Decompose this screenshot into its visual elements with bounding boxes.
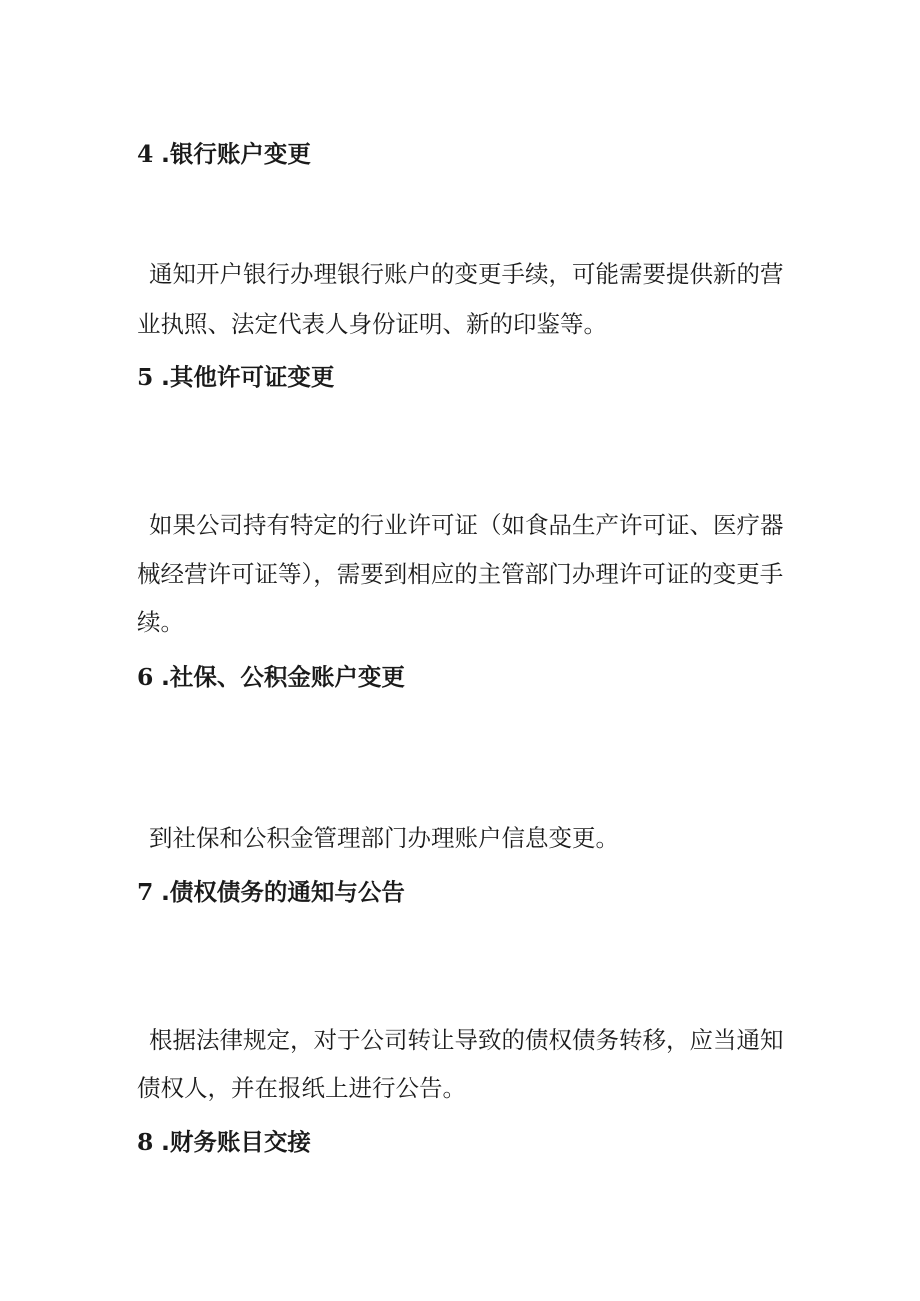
- paragraph-line: 债权人，并在报纸上进行公告。: [137, 1074, 466, 1102]
- section-heading-4: [137, 139, 311, 169]
- section-number: 7: [137, 878, 154, 906]
- section-number: 6: [137, 663, 154, 691]
- section-title: .财务账目交接: [161, 1128, 311, 1156]
- section-number: 5: [137, 363, 154, 391]
- section-title: .社保、公积金账户变更: [161, 663, 405, 691]
- paragraph-line: 通知开户银行办理银行账户的变更手续，可能需要提供新的营: [149, 260, 784, 288]
- paragraph-line: 业执照、法定代表人身份证明、新的印鉴等。: [137, 310, 607, 338]
- paragraph-line: 续。: [137, 608, 184, 636]
- paragraph-line: 如果公司持有特定的行业许可证（如食品生产许可证、医疗器: [149, 511, 784, 539]
- section-title: .银行账户变更: [161, 140, 311, 168]
- section-title: .债权债务的通知与公告: [161, 878, 405, 906]
- section-title: .其他许可证变更: [161, 363, 335, 391]
- section-number: 4: [137, 140, 154, 168]
- paragraph-line: 到社保和公积金管理部门办理账户信息变更。: [149, 824, 619, 852]
- section-heading-7: [137, 877, 405, 907]
- paragraph-line: 根据法律规定，对于公司转让导致的债权债务转移，应当通知: [149, 1026, 784, 1054]
- section-number: 8: [137, 1128, 154, 1156]
- section-heading-6: [137, 662, 405, 692]
- section-heading-5: [137, 362, 334, 392]
- section-heading-8: [137, 1127, 311, 1157]
- paragraph-line: 械经营许可证等），需要到相应的主管部门办理许可证的变更手: [137, 560, 784, 588]
